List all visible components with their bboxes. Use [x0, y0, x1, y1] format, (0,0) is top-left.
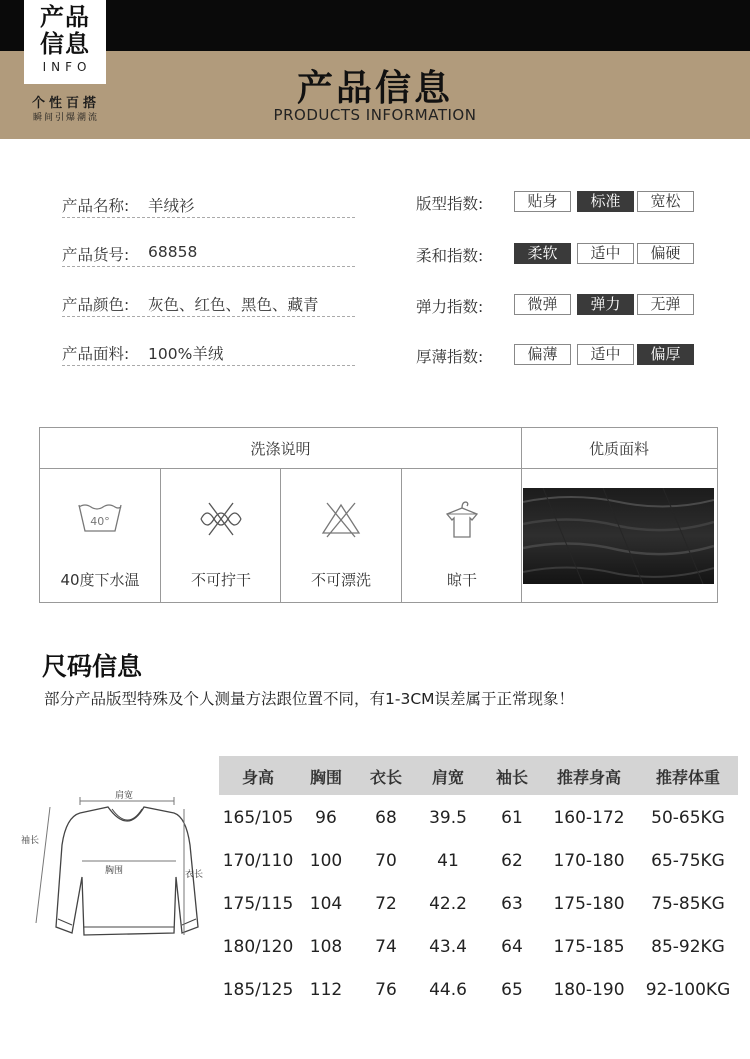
size-table-cell: 185/125 — [222, 980, 294, 1000]
size-column-header: 推荐体重 — [655, 768, 720, 787]
no-bleach-icon — [317, 499, 365, 539]
size-column-header: 推荐身高 — [556, 768, 621, 787]
size-table-cell: 170/110 — [222, 851, 294, 871]
index-option: 宽松 — [637, 191, 694, 212]
size-table-cell: 63 — [501, 894, 523, 914]
care-item-no-bleach — [281, 469, 401, 602]
size-table-cell: 175/115 — [222, 894, 294, 914]
index-option: 适中 — [577, 243, 634, 264]
index-label-elasticity: 弹力指数: — [416, 298, 484, 316]
wash-40-icon — [76, 499, 124, 539]
size-column-header: 袖长 — [495, 768, 528, 787]
info-value: 68858 — [148, 243, 198, 261]
sleeve-label: 袖长 — [20, 836, 40, 846]
page-title: 产品信息 — [296, 68, 453, 109]
size-table-cell: 61 — [501, 808, 523, 828]
size-table-cell: 92-100KG — [645, 980, 731, 1000]
no-wring-icon — [197, 499, 245, 539]
size-table-cell: 44.6 — [429, 980, 467, 1000]
size-table-cell: 43.4 — [429, 937, 467, 957]
size-table-cell: 108 — [309, 937, 343, 957]
index-option: 偏厚 — [637, 344, 694, 365]
index-label-thickness: 厚薄指数: — [416, 348, 484, 366]
info-label: 产品货号: — [62, 246, 130, 264]
care-text: 不可拧干 — [190, 571, 251, 589]
info-value: 羊绒衫 — [148, 197, 195, 215]
size-table-cell: 160-172 — [553, 808, 625, 828]
index-option: 弹力 — [577, 294, 634, 315]
care-header: 洗涤说明 — [250, 440, 311, 458]
size-table-cell: 72 — [375, 894, 397, 914]
size-table-cell: 41 — [437, 851, 459, 871]
size-table-cell: 76 — [375, 980, 397, 1000]
index-option: 无弹 — [637, 294, 694, 315]
size-table-cell: 42.2 — [429, 894, 467, 914]
hang-dry-icon — [438, 499, 486, 539]
size-table-cell: 170-180 — [553, 851, 625, 871]
fabric-header: 优质面料 — [588, 440, 649, 458]
size-table-cell: 100 — [309, 851, 343, 871]
size-section-title: 尺码信息 — [42, 652, 143, 681]
size-table-cell: 39.5 — [429, 808, 467, 828]
index-option: 偏硬 — [637, 243, 694, 264]
size-column-header: 衣长 — [369, 768, 402, 787]
chest-label: 胸围 — [104, 866, 124, 876]
fabric-swatch-image — [523, 488, 714, 584]
care-text: 40度下水温 — [60, 571, 140, 589]
info-label: 产品颜色: — [62, 296, 130, 314]
size-table-cell: 175-180 — [553, 894, 625, 914]
table-divider — [521, 468, 717, 469]
info-row-color — [62, 289, 355, 317]
care-item-wash — [40, 469, 160, 602]
index-option: 柔软 — [514, 243, 571, 264]
size-table-cell: 62 — [501, 851, 523, 871]
size-table-cell: 50-65KG — [651, 808, 725, 828]
size-table-cell: 74 — [375, 937, 397, 957]
size-table-cell: 180-190 — [553, 980, 625, 1000]
size-table-cell: 180/120 — [222, 937, 294, 957]
logo-line2: 信息 — [40, 30, 90, 58]
sweater-diagram-icon — [14, 785, 214, 955]
index-label-softness: 柔和指数: — [416, 247, 484, 265]
size-table-cell: 68 — [375, 808, 397, 828]
info-row-sku — [62, 239, 355, 267]
logo-line3: INFO — [42, 60, 92, 74]
size-table-cell: 85-92KG — [651, 937, 725, 957]
wash-temp-label: 40° — [90, 515, 110, 528]
info-row-name — [62, 190, 355, 218]
care-text: 晾干 — [446, 571, 477, 589]
slogan-main: 个性百搭 — [31, 96, 100, 111]
info-label: 产品面料: — [62, 345, 130, 363]
size-table-cell: 165/105 — [222, 808, 294, 828]
size-table-cell: 175-185 — [553, 937, 625, 957]
info-value: 灰色、红色、黑色、藏青 — [148, 296, 319, 314]
size-table-cell: 65 — [501, 980, 523, 1000]
care-item-hang-dry — [402, 469, 522, 602]
size-column-header: 身高 — [241, 768, 274, 787]
length-label: 衣长 — [184, 870, 204, 880]
size-table-cell: 112 — [309, 980, 343, 1000]
size-table-cell: 75-85KG — [651, 894, 725, 914]
size-table-cell: 65-75KG — [651, 851, 725, 871]
info-value: 100%羊绒 — [148, 345, 224, 363]
slogan-sub: 瞬间引爆潮流 — [32, 113, 99, 123]
logo-line1: 产品 — [40, 3, 90, 31]
info-label: 产品名称: — [62, 197, 130, 215]
index-option: 偏薄 — [514, 344, 571, 365]
care-text: 不可漂洗 — [310, 571, 371, 589]
index-option: 贴身 — [514, 191, 571, 212]
size-note: 部分产品版型特殊及个人测量方法跟位置不同，有1-3CM误差属于正常现象！ — [44, 690, 575, 708]
size-column-header: 肩宽 — [431, 768, 464, 787]
index-option: 微弹 — [514, 294, 571, 315]
page-subtitle: PRODUCTS INFORMATION — [273, 106, 477, 124]
shoulder-label: 肩宽 — [114, 791, 134, 801]
size-table-cell: 70 — [375, 851, 397, 871]
index-option: 标准 — [577, 191, 634, 212]
info-row-fabric — [62, 338, 355, 366]
index-option: 适中 — [577, 344, 634, 365]
header-black-band — [0, 0, 750, 51]
size-table-cell: 104 — [309, 894, 343, 914]
index-label-fit: 版型指数: — [416, 195, 484, 213]
size-table-cell: 64 — [501, 937, 523, 957]
size-column-header: 胸围 — [309, 768, 342, 787]
care-item-no-wring — [161, 469, 281, 602]
size-table-cell: 96 — [315, 808, 337, 828]
